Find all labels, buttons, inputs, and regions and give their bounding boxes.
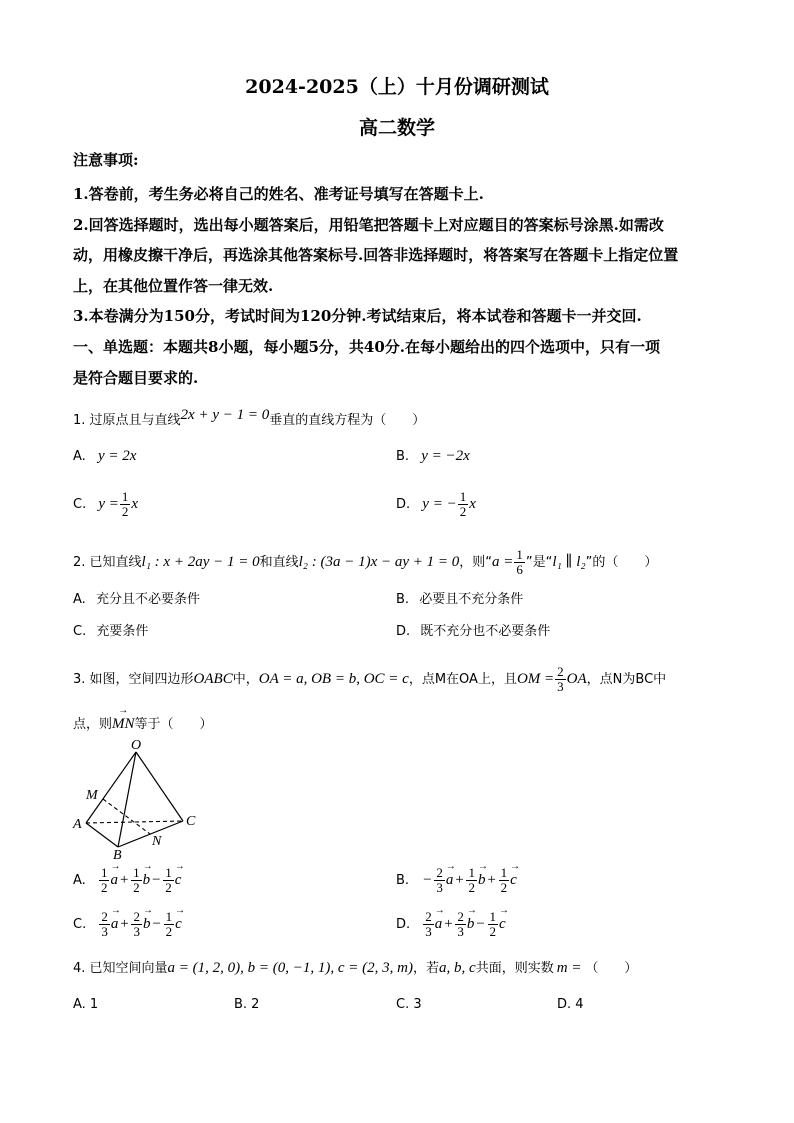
option-label: B. bbox=[396, 449, 410, 464]
option-label: B. bbox=[396, 592, 410, 607]
term-vector: → c bbox=[175, 916, 182, 933]
term-sign: − bbox=[422, 872, 433, 888]
question-2-option-a[interactable] bbox=[73, 588, 200, 607]
question-3-point-n: ，点N为BC中 bbox=[586, 672, 667, 687]
term-vector: → c bbox=[510, 872, 517, 889]
question-2-then: ，则“ bbox=[459, 555, 493, 570]
question-1-suffix: 垂直的直线方程为（ ） bbox=[269, 413, 426, 428]
term-sign: − bbox=[475, 916, 486, 932]
fraction: $\frac{1}{2}$ bbox=[121, 489, 129, 519]
vector-definitions: a = (1, 2, 0), b = (0, −1, 1), c = (2, 3, m) bbox=[167, 960, 413, 976]
a-value-expr: a = bbox=[492, 554, 514, 570]
option-expr: y = −2x bbox=[421, 448, 470, 464]
quad-name: OABC bbox=[193, 671, 233, 687]
term-vector: → a bbox=[110, 872, 118, 889]
term-vector: → b bbox=[143, 916, 151, 933]
question-1-option-c[interactable] bbox=[73, 490, 138, 519]
question-3-line-2: 点，则 bbox=[73, 717, 113, 732]
term-vector: → a bbox=[446, 872, 454, 889]
vector-definitions: OA = a, OB = b, OC = c bbox=[258, 671, 409, 687]
om-expr: OM = bbox=[516, 671, 555, 687]
question-4-option-c[interactable]: C. 3 bbox=[396, 997, 422, 1012]
question-2-mid: 和直线 bbox=[259, 555, 299, 570]
question-4-option-a[interactable]: A. 1 bbox=[73, 997, 99, 1012]
term-sign: + bbox=[486, 872, 497, 888]
option-expr-tail: x bbox=[131, 496, 139, 512]
term-fraction: $\frac{2}{3}$ bbox=[425, 909, 432, 939]
option-expr bbox=[98, 909, 182, 939]
question-3-prefix: 3. 如图，空间四边形 bbox=[73, 672, 194, 687]
question-1-stem bbox=[73, 409, 425, 429]
option-label: D. bbox=[396, 917, 411, 932]
edge-bc bbox=[118, 821, 183, 847]
term-fraction: $\frac{1}{2}$ bbox=[468, 865, 475, 895]
question-4-stem bbox=[73, 957, 637, 977]
edge-ab bbox=[86, 823, 118, 847]
option-label: C. bbox=[73, 497, 87, 512]
option-label: C. bbox=[73, 624, 87, 639]
m-expr: m = bbox=[556, 960, 582, 976]
option-text: 充要条件 bbox=[96, 624, 149, 639]
option-label: C. bbox=[73, 917, 87, 932]
edge-ob bbox=[118, 752, 136, 847]
term-vector: → b bbox=[467, 916, 475, 933]
term-vector: → a bbox=[435, 916, 443, 933]
term-fraction: $\frac{2}{3}$ bbox=[101, 909, 108, 939]
option-expr bbox=[421, 865, 517, 895]
vector-list: a, b, c bbox=[439, 960, 476, 976]
question-3-line-2-end: 等于（ ） bbox=[134, 717, 213, 732]
question-4-option-b[interactable]: B. 2 bbox=[234, 997, 260, 1012]
fraction: $\frac{1}{6}$ bbox=[516, 547, 523, 577]
label-a: A bbox=[73, 817, 82, 832]
notice-item-3: 3.本卷满分为150分，考试时间为120分钟.考试结束后，将本试卷和答题卡一并交回. bbox=[73, 307, 642, 325]
question-2-option-d[interactable] bbox=[396, 620, 550, 639]
exam-subtitle: 高二数学 bbox=[358, 117, 435, 139]
term-vector: → c bbox=[499, 916, 506, 933]
question-2-is: ”是“ bbox=[525, 555, 553, 570]
term-sign: − bbox=[151, 916, 162, 932]
question-3-stem-line-2 bbox=[73, 713, 213, 733]
option-text: 充分且不必要条件 bbox=[95, 592, 200, 607]
question-1-option-a[interactable] bbox=[73, 448, 136, 465]
question-2-stem bbox=[73, 548, 657, 577]
option-expr: y = bbox=[98, 496, 119, 512]
question-3-option-b[interactable] bbox=[396, 866, 517, 895]
notice-heading: 注意事项: bbox=[73, 151, 139, 169]
term-fraction: $\frac{2}{3}$ bbox=[457, 909, 464, 939]
exam-title: 2024-2025（上）十月份调研测试 bbox=[245, 76, 549, 98]
term-sign: + bbox=[119, 916, 130, 932]
option-expr bbox=[422, 909, 506, 939]
notice-item-2-line-1: 2.回答选择题时，选出每小题答案后，用铅笔把答题卡上对应题目的答案标号涂黑.如需改 bbox=[73, 216, 664, 234]
question-3-option-a[interactable] bbox=[73, 866, 181, 895]
option-text: 既不充分也不必要条件 bbox=[420, 624, 551, 639]
question-4-mid: ，若 bbox=[413, 961, 440, 976]
section-heading-line-1: 一、单选题：本题共8小题，每小题5分，共40分.在每小题给出的四个选项中，只有一项 bbox=[73, 338, 660, 356]
label-c: C bbox=[186, 814, 196, 829]
question-3-zhong: 中， bbox=[232, 672, 259, 687]
option-label: D. bbox=[396, 497, 411, 512]
question-3-option-c[interactable] bbox=[73, 910, 182, 939]
option-label: A. bbox=[73, 449, 86, 464]
question-4-end: 共面，则实数 bbox=[475, 961, 554, 976]
option-label: A. bbox=[73, 873, 86, 888]
question-1-option-d[interactable] bbox=[396, 490, 476, 519]
term-sign: + bbox=[118, 872, 130, 888]
term-fraction: $\frac{2}{3}$ bbox=[133, 909, 140, 939]
label-b: B bbox=[113, 848, 122, 863]
option-expr-tail: x bbox=[469, 496, 476, 512]
fraction: $\frac{2}{3}$ bbox=[557, 664, 564, 694]
term-sign: − bbox=[151, 872, 162, 888]
term-sign: + bbox=[443, 916, 454, 932]
edge-oc bbox=[136, 752, 183, 821]
option-label: D. bbox=[396, 624, 411, 639]
parallel-expr: l₁ ∥ l₂ bbox=[552, 554, 586, 570]
term-fraction: $\frac{1}{2}$ bbox=[489, 909, 497, 939]
option-text: 必要且不充分条件 bbox=[419, 592, 524, 607]
term-fraction: $\frac{1}{2}$ bbox=[165, 909, 173, 939]
question-4-option-d[interactable]: D. 4 bbox=[557, 997, 584, 1012]
term-vector: → c bbox=[175, 872, 182, 889]
notice-item-2-line-2: 动，用橡皮擦干净后，再选涂其他答案标号.回答非选择题时，将答案写在答题卡上指定位置 bbox=[73, 246, 679, 264]
question-4-prefix: 4. 已知空间向量 bbox=[73, 961, 168, 976]
term-vector: → a bbox=[111, 916, 119, 933]
notice-item-2-line-3: 上，在其他位置作答一律无效. bbox=[73, 277, 274, 295]
line-l1-expr: l₁ : x + 2ay − 1 = 0 bbox=[141, 554, 260, 570]
term-fraction: $\frac{1}{2}$ bbox=[165, 865, 172, 895]
question-1-expr: 2x + y − 1 = 0 bbox=[180, 407, 270, 423]
option-expr bbox=[98, 865, 182, 895]
question-3-stem-line-1 bbox=[73, 665, 666, 694]
label-m: M bbox=[86, 788, 98, 803]
question-1-option-b[interactable] bbox=[396, 448, 470, 465]
question-2-option-b[interactable] bbox=[396, 588, 523, 607]
section-heading-line-2: 是符合题目要求的. bbox=[73, 369, 199, 387]
question-2-prefix: 2. 已知直线 bbox=[73, 555, 142, 570]
term-vector: → b bbox=[143, 872, 151, 889]
option-expr: y = − bbox=[422, 496, 457, 512]
line-l2-expr: l₂ : (3a − 1)x − ay + 1 = 0 bbox=[298, 554, 460, 570]
notice-item-1: 1.答卷前，考生务必将自己的姓名、准考证号填写在答题卡上. bbox=[73, 185, 484, 203]
question-1-prefix: 1. 过原点且与直线 bbox=[73, 413, 181, 428]
term-fraction: $\frac{2}{3}$ bbox=[436, 865, 443, 895]
question-2-option-c[interactable] bbox=[73, 620, 148, 639]
term-fraction: $\frac{1}{2}$ bbox=[100, 865, 108, 895]
term-vector: → b bbox=[478, 872, 486, 889]
om-expr-tail: OA bbox=[566, 671, 587, 687]
mn-vector: → MN bbox=[112, 716, 135, 733]
edge-ac-hidden bbox=[86, 821, 183, 823]
question-4-paren: （ ） bbox=[585, 961, 638, 976]
option-label: A. bbox=[73, 592, 86, 607]
option-expr: y = 2x bbox=[97, 448, 137, 464]
question-2-end: ”的（ ） bbox=[585, 555, 658, 570]
label-o: O bbox=[131, 738, 142, 753]
label-n: N bbox=[152, 834, 162, 849]
term-sign: + bbox=[454, 872, 465, 888]
term-fraction: $\frac{1}{2}$ bbox=[133, 865, 140, 895]
question-3-option-d[interactable] bbox=[396, 910, 506, 939]
question-3-point-m: ，点M在OA上，且 bbox=[408, 672, 517, 687]
option-label: B. bbox=[396, 873, 410, 888]
term-fraction: $\frac{1}{2}$ bbox=[500, 865, 508, 895]
tetrahedron-figure bbox=[70, 735, 210, 865]
fraction: $\frac{1}{2}$ bbox=[459, 489, 467, 519]
